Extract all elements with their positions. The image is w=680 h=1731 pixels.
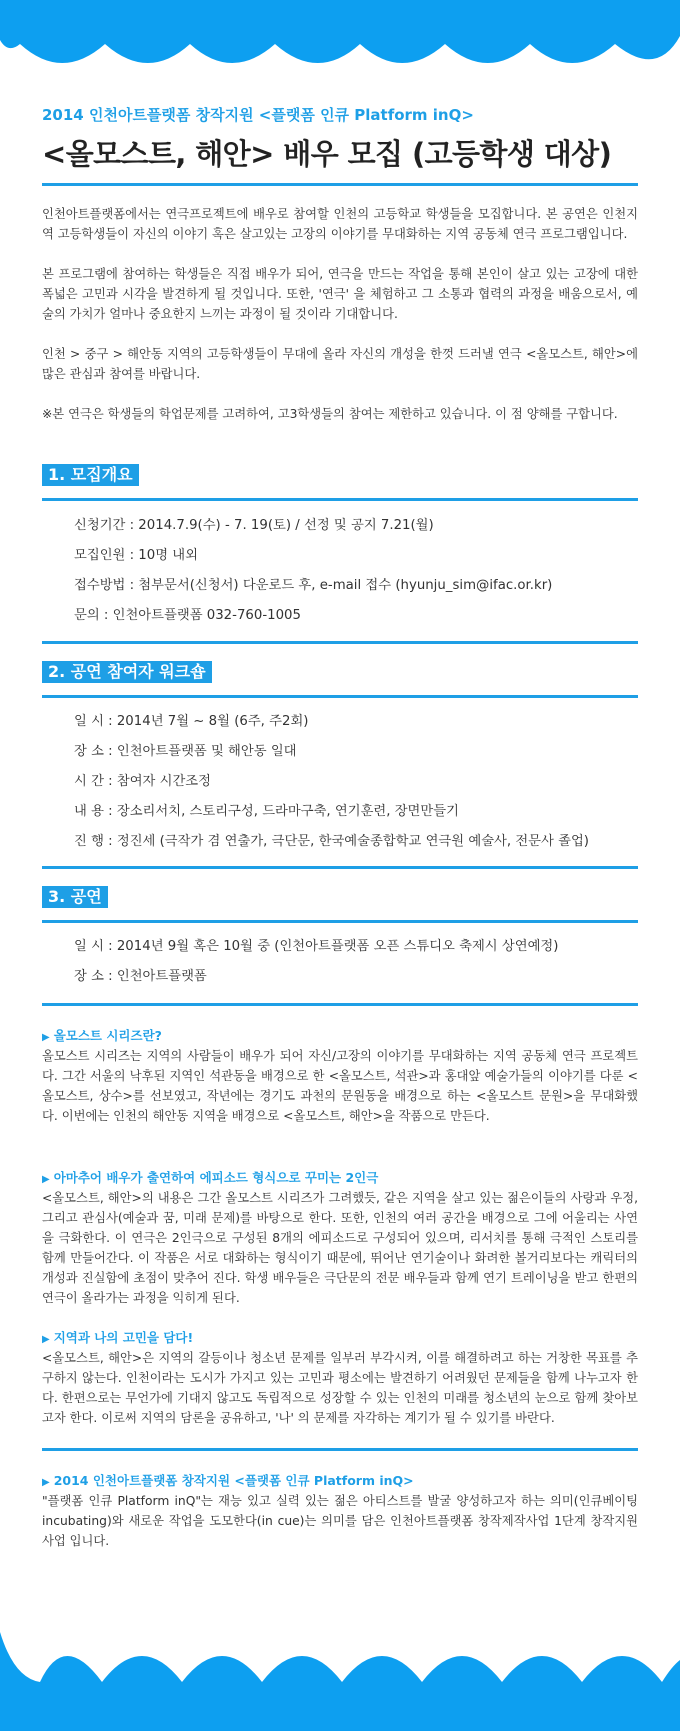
section-divider [42,866,638,869]
list-item: 내 용 : 장소리서치, 스토리구성, 드라마구축, 연기훈련, 장면만들기 [74,804,459,819]
list-item: 문의 : 인천아트플랫폼 032-760-1005 [74,608,301,623]
note-heading-text: 올모스트 시리즈란? [53,1028,162,1043]
section-workshop [42,661,638,869]
section-list [42,511,638,631]
section-heading: 2. 공연 참여자 워크숍 [42,661,212,683]
note-heading-text: 지역과 나의 고민을 담다! [53,1330,194,1345]
triangle-bullet-icon: ▶ [42,1174,50,1185]
note-heading-text: 2014 인천아트플랫폼 창작지원 <플랫폼 인큐 Platform inQ> [53,1473,414,1488]
intro-text [42,204,638,424]
list-item: 진 행 : 정진세 (극작가 겸 연출가, 극단문, 한국예술종합학교 연극원 예술사, 전문사 졸업) [74,834,589,849]
triangle-bullet-icon: ▶ [42,1032,50,1043]
intro-notice: ※본 연극은 학생들의 학업문제를 고려하여, 고3학생들의 참여는 제한하고 있습니다. 이 점 양해를 구합니다. [42,407,618,421]
list-item: 시 간 : 참여자 시간조정 [74,774,211,789]
section-heading: 1. 모집개요 [42,464,139,486]
section-recruitment [42,464,638,644]
note-heading [42,1168,638,1188]
note-body: 올모스트 시리즈는 지역의 사람들이 배우가 되어 자신/고장의 이야기를 무대화하는 지역 공동체 연극 프로젝트다. 그간 서울의 낙후된 지역인 석관동을 배경으로 한 <올모스트, 석관>과 홍대앞 예술가들의 이야기를 다룬 <올모스트, 상수>를 선보였고, 작년에는 경기도 과천의 문원동을 배경으로 하는 <올모스트 문원>을 무대화했다. 이번에는 인천의 해안동 지역을 배경으로 <올모스트, 해안>을 작품으로 만든다. [42,1049,638,1123]
intro-paragraph: 인천아트플랫폼에서는 연극프로젝트에 배우로 참여할 인천의 고등학교 학생들을 모집합니다. 본 공연은 인천지역 고등학생들이 자신의 이야기 혹은 살고있는 고장의 이야기를 무대화하는 지역 공동체 연극 프로그램입니다. [42,207,638,241]
list-item: 일 시 : 2014년 9월 혹은 10월 중 (인천아트플랫폼 오픈 스튜디오 축제시 상연예정) [74,939,559,954]
bottom-wave-decoration [0,1620,680,1731]
section-divider [42,1003,638,1006]
section-divider [42,498,638,501]
intro-paragraph: 인천 > 중구 > 해안동 지역의 고등학생들이 무대에 올라 자신의 개성을 한껏 드러낼 연극 <올모스트, 해안>에 많은 관심과 참여를 바랍니다. [42,347,638,381]
list-item: 장 소 : 인천아트플랫폼 [74,969,207,984]
list-item: 장 소 : 인천아트플랫폼 및 해안동 일대 [74,744,297,759]
top-wave-decoration [0,0,680,82]
section-divider [42,1448,638,1451]
list-item: 모집인원 : 10명 내외 [74,548,198,563]
section-divider [42,920,638,923]
main-content [42,104,638,1551]
section-list [42,932,638,992]
section-divider [42,695,638,698]
section-list [42,707,638,857]
triangle-bullet-icon: ▶ [42,1477,50,1488]
page-subtitle: 2014 인천아트플랫폼 창작지원 <플랫폼 인큐 Platform inQ> [42,106,474,124]
page-title: <올모스트, 해안> 배우 모집 (고등학생 대상) [42,137,612,171]
note-platform-inq [42,1471,638,1551]
note-body: <올모스트, 해안>은 지역의 갈등이나 청소년 문제를 일부러 부각시켜, 이를 해결하려고 하는 거창한 목표를 추구하지 않는다. 인천이라는 도시가 가지고 있는 고민과 평소에는 발견하기 어려웠던 문제들을 함께 나누고자 한다. 한편으로는 무언가에 기대지 않고도 독립적으로 성장할 수 있는 인천의 미래를 청소년의 눈으로 함께 찾아보고자 한다. 이로써 지역의 담론을 공유하고, '나' 의 문제를 자각하는 계기가 될 수 있기를 바란다. [42,1351,638,1425]
note-body: "플랫폼 인큐 Platform inQ"는 재능 있고 실력 있는 젊은 아티스트를 발굴 양성하고자 하는 의미(인큐베이팅 incubating)와 새로운 작업을 도모한다(in cue)는 의미를 담은 인천아트플랫폼 창작제작사업 1단계 창작지원 사업 입니다. [42,1494,638,1548]
list-item: 접수방법 : 첨부문서(신청서) 다운로드 후, e-mail 접수 (hyunju_sim@ifac.or.kr) [74,578,553,593]
note-local-concerns [42,1328,638,1428]
section-performance [42,886,638,1006]
title-divider [42,183,638,186]
note-heading-text: 아마추어 배우가 출연하여 에피소드 형식으로 꾸미는 2인극 [53,1170,379,1185]
list-item: 신청기간 : 2014.7.9(수) - 7. 19(토) / 선정 및 공지 7.21(월) [74,518,434,533]
intro-paragraph: 본 프로그램에 참여하는 학생들은 직접 배우가 되어, 연극을 만드는 작업을 통해 본인이 살고 있는 고장에 대한 폭넓은 고민과 시각을 발견하게 될 것입니다. 또한, '연극' 을 체험하고 그 소통과 협력의 과정을 배움으로서, 예술의 가치가 얼마나 중요한지 느끼는 과정이 될 것이라 기대합니다. [42,267,638,321]
section-divider [42,641,638,644]
note-body: <올모스트, 해안>의 내용은 그간 올모스트 시리즈가 그려했듯, 같은 지역을 살고 있는 젊은이들의 사랑과 우정, 그리고 관심사(예술과 꿈, 미래 문제)를 바탕으로 한다. 또한, 인천의 여러 공간을 배경으로 그에 어울리는 사연을 극화한다. 이 연극은 2인극으로 구성된 8개의 에피소드로 구성되어 있으며, 리서치를 통해 극적인 스토리를 함께 만들어간다. 이 작품은 서로 대화하는 형식이기 때문에, 뛰어난 연기술이나 화려한 볼거리보다는 캐릭터의 개성과 진실함에 초점이 맞추어 진다. 학생 배우들은 극단문의 전문 배우들과 함께 연기 트레이닝을 받고 한편의 연극이 올라가는 과정을 익히게 된다. [42,1191,638,1305]
note-heading [42,1471,638,1491]
note-almost-series [42,1026,638,1126]
note-two-person-play [42,1168,638,1308]
triangle-bullet-icon: ▶ [42,1334,50,1345]
note-heading [42,1026,638,1046]
section-heading: 3. 공연 [42,886,108,908]
list-item: 일 시 : 2014년 7월 ~ 8월 (6주, 주2회) [74,714,309,729]
note-heading [42,1328,638,1348]
